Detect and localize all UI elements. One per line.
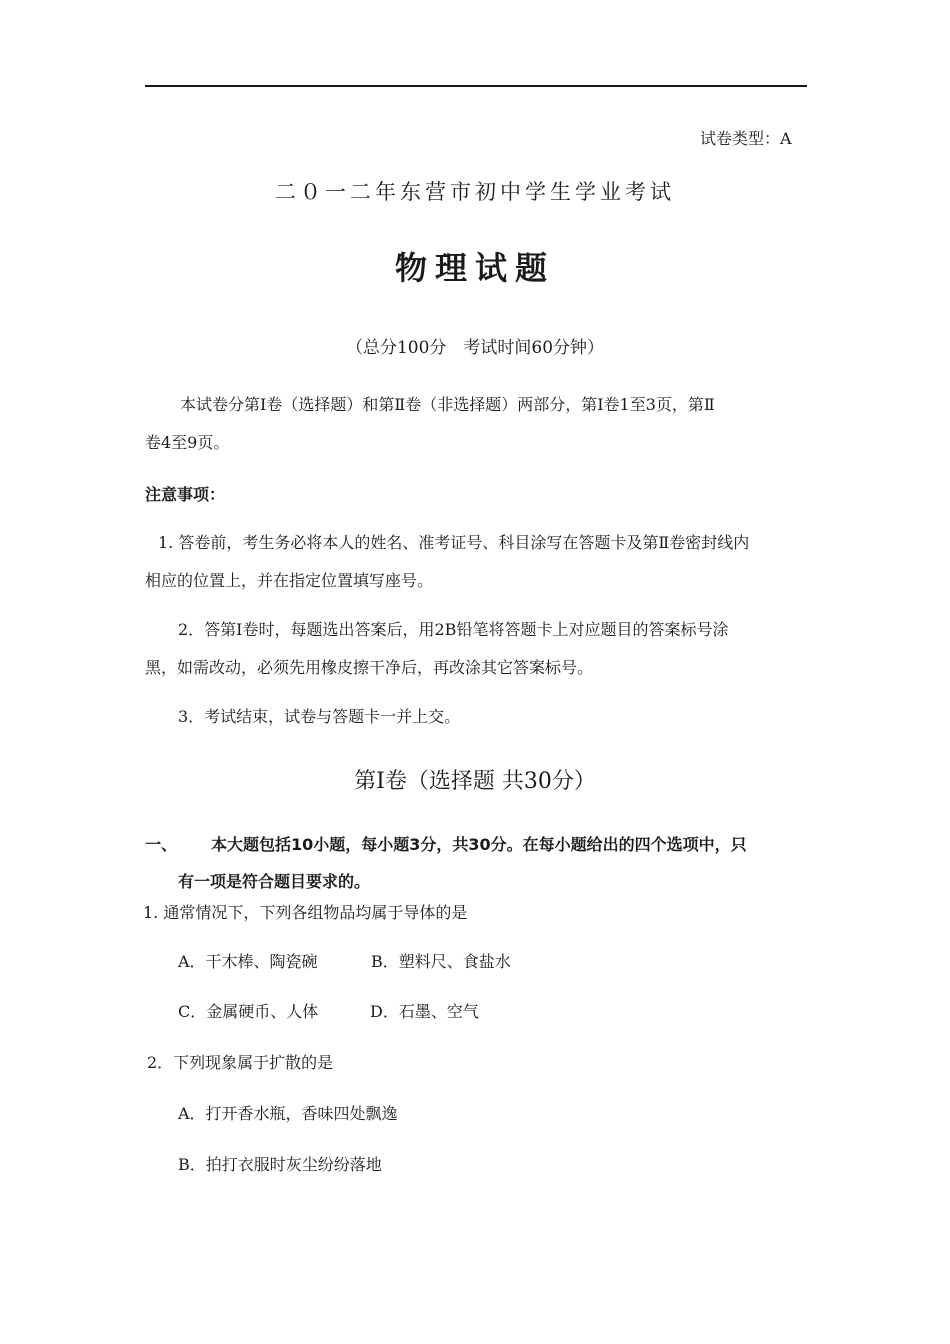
question-2-option-b: B．拍打衣服时灰尘纷纷落地: [178, 1155, 382, 1174]
section-instruction-line-2: 有一项是符合题目要求的。: [178, 872, 371, 891]
header-rule: [145, 85, 807, 87]
question-1-stem: 1. 通常情况下，下列各组物品均属于导体的是: [143, 903, 468, 922]
score-time-note: （总分100分 考试时间60分钟）: [345, 338, 605, 358]
section-title: 第Ⅰ卷（选择题 共30分）: [354, 769, 596, 794]
question-1-option-c: C．金属硬币、人体: [178, 1002, 319, 1021]
intro-line-2: 卷4至9页。: [145, 433, 230, 452]
question-1-option-d: D．石墨、空气: [370, 1002, 479, 1021]
question-2-stem: 2．下列现象属于扩散的是: [147, 1053, 334, 1072]
note-item-2-line-2: 黑，如需改动，必须先用橡皮擦干净后，再改涂其它答案标号。: [145, 658, 594, 677]
part-number: 一、: [145, 835, 178, 854]
exam-name: 二０一二年东营市初中学生学业考试: [275, 180, 675, 204]
note-item-1-line-2: 相应的位置上，并在指定位置填写座号。: [145, 571, 434, 590]
paper-type-label: 试卷类型：A: [700, 129, 792, 148]
notes-heading: 注意事项：: [145, 485, 226, 504]
section-instruction-line-1: 本大题包括10小题，每小题3分，共30分。在每小题给出的四个选项中，只: [211, 835, 747, 854]
note-item-3: 3．考试结束，试卷与答题卡一并上交。: [178, 707, 461, 726]
intro-line-1: 本试卷分第Ⅰ卷（选择题）和第Ⅱ卷（非选择题）两部分，第Ⅰ卷1至3页，第Ⅱ: [180, 395, 715, 414]
page-title: 物理试题: [394, 249, 555, 287]
question-2-option-a: A．打开香水瓶，香味四处飘逸: [178, 1104, 398, 1123]
note-item-1-line-1: 1. 答卷前，考生务必将本人的姓名、准考证号、科目涂写在答题卡及第Ⅱ卷密封线内: [158, 533, 750, 552]
question-1-option-a: A．干木棒、陶瓷碗: [178, 952, 318, 971]
note-item-2-line-1: 2．答第Ⅰ卷时，每题选出答案后，用2B铅笔将答题卡上对应题目的答案标号涂: [178, 620, 729, 639]
question-1-option-b: B．塑料尺、食盐水: [371, 952, 511, 971]
